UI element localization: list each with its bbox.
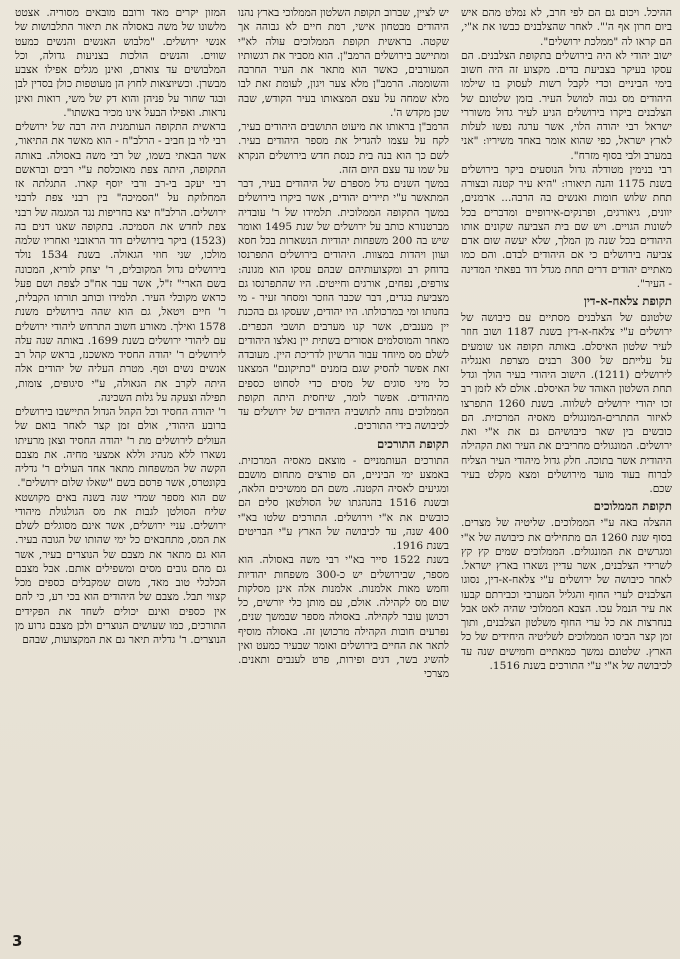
page-number: 3 [12,932,23,950]
paragraph: ר' יהודה החסיד וכל הקהל הגדול התיישבו בירושלים ברובע היהודי, אולם זמן קצר לאחר בואם של העולים לירושלים מת ר' יהודה החסיד וצאן מרעיתו נשארו ללא מנהיג וללא אמצעי מחיה. את מצבם הקשה של המשפחות מתאר אחד העולים ר' גדליה בקונטרס, אשר פרסם בשם "שאלו שלום ירושלים". [15,406,226,490]
section-heading: תקופת התורכים [377,436,449,451]
paragraph: שלטונם של הצלבנים מסתיים עם כיבושה של ירושלים ע"י צלאח-א-דין בשנת 1187 ושוב חוזר לעיר שלטון האיסלם. באותה תקופה אנו שומעים על עלייתם של 300 רבנים מצרפת ואנגליה לירושלים (1211). הישוב היהודי בעיר הולך וגדל תחת השלטון האוהד של האיסלם. אולם לא לזמן רב זכו יהודי ירושלים לשלווה. בשנת 1260 התפרצו לאיזור התתרים-המונגולים מאסיה המרכזית. הם כובשים בין שאר כיבושיהם גם את א"י ואת ירושלים. המונגולים מחריבים את העיר ואת הקהילה היהודית אשר בתוכה. חלק גדול מיהודי העיר הצליח לברוח בעוד מועד מירושלים ומצא מקלט בעיר שכם. [461,312,672,495]
column-right [461,6,672,921]
paragraph: במשך השנים גדל מספרם של היהודים בעיר, דבר המתאשר ע"י תיירים יהודים, אשר ביקרו בירושלים במשך התקופה הממלוכית. תלמידו של ר' עובדיה מברטנורא כותב על ירושלים של שנת 1495 ואומר שיש בה 200 משפחות יהודיות הנשארות בכל חסא ועוון ויהדות במצוות. היהודים בירושלים התפרנסו בדוחק רב ומקצועותיהם שבהם עסקו הוא מגונה: צורפים, נפחים, אורגים וחייטים. היו שהתפרנסו גם מצביעת בגדים, דבר שכבר הוזכר ומסחר זעיר - מי בחנותו ומי במרכולתו. היו יהודים, שעסקו גם בהכנת יין מענבים, אשר קנו מערבים תושבי הכפרים. מאחר והמוסלמים אסורים בשתית יין נאלצו היהודים לשלם מס מיוחד עבור הרשיון לדריכת היין. מעובדה זאת אפשר להסיק שגם בזמנים "כתיקונם" המצאנו כל מיני סוגים של מסים כדי לסחוט כספים מהיהודים. אפשר לומר, שיחסית היתה תקופת הממלוכים נוחה לתושביה היהודים של ירושלים עד לכיבושה בידי התורכים. [238,178,449,433]
section-heading: תקופת צלאח-א-דין [583,294,672,308]
paragraph: יש לציין, שברוב תקופת השלטון הממלוכי בארץ נהנו היהודים מבטחון אישי, רמת חיים לא גבוהה אך שקטה. בראשית תקופת הממלוכים עולה לא"י ומתיישב בירושלים הרמב"ן. הוא מסביר את רגשותיו המעורבים, כאשר הוא מתאר את העיר החרבה והשוממה. הרמב"ן מלא צער ויגון, לעומת זאת לבו מלא שמחה על עצם המצאותו בעיר הקודש, שבה שכן מקדש ה'. [238,7,449,119]
column-middle [238,6,449,921]
column-left [15,6,226,921]
section-heading: תקופת הממלוכים [593,499,672,514]
paragraph: ישוב יהודי לא היה בירושלים בתקופת הצלבנים. הם עסקו בעיקר בצביעת בדים. מקצוע זה היה חשוב בימי הביניים וכדי לקבל רשות לעסוק בו שילמו היהודים מס גבוה למושל העיר. בזמן שלטונם של הצלבנים ביקרו בירושלים הגיע לעיר גדול משוררי ישראל רבי יהודה הלוי, אשר ערגה נפשו לעלות לארץ ישראל, כפי שהוא אומר באחד משיריו: "אני במערב ולבי בסוף מזרח". [461,49,672,162]
text-columns [14,6,672,921]
paragraph: ההצלה באה ע"י הממלוכים. שליטיה של מצרים. בסוף שנת 1260 הם מתחילים את כיבושה של א"י ומגרשים את המונגולים. הממלוכים שמים קץ קץ לשרידי הצלבנים, אשר עדיין נשארו בארץ ישראל. לאחר כיבושה של ירושלים ע"י צלאח-א-דין, נסוגו הצלבנים לערי החוף והגליל המערבי וכבירתם קבעו את עיר הנמל עכו. הצבא הממלוכי שהיה לאט אבל בנחרצות את כל ערי החוף משלטון הצלבנים, ותוך זמן קצר הביסו הממלוכים לשליטיה היחידים של כל הארץ. שלטונם נמשך כמאתיים וחמישים שנה עד לכיבושה של א"י ע"י התורכים בשנת 1516. [461,517,672,672]
paragraph: המזון יקרים מאד ורובם מובאים מסוריה. אצטט מלשונו של משה באסולה את תיאור התלבושות של אנשי ירושלים. "מלבוש האנשים והנשים כמעט שווים. והנשים הולכות בצניעות גדולה, וכל המלבושים עד צוארם, ואינן מגלים אפילו אצבע מבשרן. וכשיוצאות לחוץ הן מעוטפות כולן בסדין לבן ובגד שחור על פניהן והוא דק של משי, רואות ואינן נראות. ואפילו הבעל אינו מכיר באשתו". [15,7,226,119]
paragraph: רבי בנימין מטודלה גדול הנוסעים ביקר בירושלים בשנת 1175 והנה תיאורו: "היא עיר קטנה ובצורה תחת שלוש חומות ואנשים בה הרבה... ארמנים, יוונים, גיאורגים, ופרנקים-אירופיים ומדברים בכל לשונות הגויים. ויש שם בית הצביעה שקונים אותו היהודים בכל שנה מן המלך, שלא יעשה שום אדם צביעה בירושלים כי אם היהודים לבדם. והם כמו מאתיים יהודים דרים תחת מגדל דוד בפאתי המדינה - העיר". [461,163,672,290]
paragraph: הרמב"ן בראותו את מיעוט התושבים היהודים בעיר, לקח על עצמו להגדיל את מספר היהודים בעיר. לשם כך הוא בנה בית כנסת חדש בירושלים הנקרא על שמו עד עצם היום הזה. [238,121,449,176]
paragraph: התורכים העותמניים - מוצאם מאסיה המרכזית. באמצע ימי הביניים, הם פורצים מתחום מושבם ומגיעים לאסיה הקטנה. משם הם ממשיכים הלאה, ובשנת 1516 בהנהגתו של הסולטאן סלים הם כובשים את א"י וירושלים. התורכים שלטו בא"י 400 שנה, עד לכיבושה של הארץ ע"י הבריטים בשנת 1916. [238,454,449,552]
paragraph: ההיכל. ויכום גם הם לפי חרב, לא נמלט מהם איש ביום חרון אף ה'". לאחר שהצלבנים כבשו את א"י, הם קראו לה "ממלכת ירושלים". [461,7,672,48]
paragraph: בראשית התקופה העותמנית היה רבה של ירושלים רבי לוי בן חביב - הרלב"ח - הוא מאשר את התיאור, אשר הבאתי בשמו, של רבי משה באסולה. באותה התקופה, היתה צפת מאוכלסת ע"י רבים ובראשם רבי יעקב בי-רב ורבי יוסף קארו. התגלתה אז המחלוקת על "הסמיכה" בין רבני צפת לרבני ירושלים. הרלב"ח יצא בחריפות נגד המגמה של רבני צפת לחדש את הסמיכה. בתקופה שאנו דנים בה (1523) ביקר בירושלים דוד הראובני ואחריו שלמה מולכו, שני חוזי הגאולה. בשנת 1534 נולד בירושלים גדול המקובלים, ר' יצחק לוריא, המכונה בשם הארי" ז"ל, אשר עבר אח"כ לצפת ושם פעל כראש מקובלי העיר. תלמידו וכותב תורתו הקבלית, ר' חיים ויטאל, גם הוא שהה בירושלים משנת 1578 ואילך. מאורע חשוב התרחש ליהודי ירושלים עם ליהודי ירושלים בשנת 1699. באותה שנה עלה לירושלים ר' יהודה החסיד מאשכנז, בראש קהל רב אנשים נשים וטף. מטרת העליה של יהודים אלה היתה לקרב את הגאולה, ע"י סיגופים, צומות, תפילה וצעקה על גלות השכינה. [15,121,226,404]
paragraph: שם הוא מספר שמדי שנה בשנה באים מקושטא שליח הסולטן לגבות את מס הגולגולת מיהודי ירושלים. עניי ירושלים, אשר אינם מסוגלים לשלם את המס, מתחבאים כל ימי שהותו של הגובה בעיר. הוא גם מתאר את מצבם של הנוצרים בעיר, אשר גם מהם גובים מסים ומשפילים אותם. אבל מצבם הכלכלי טוב מאד, משום שמקבלים כספים מכל קצווי תבל. מצבם של היהודים הוא בכי רע, כי להם אין כספים ואינם יכולים לשחד את הפקידים התורכים, כמו שעושים הנוצרים ולכן מצבם גרוע מן הנוצרים. ר' גדליה תיאר גם את המקצועות, שבהם [15,491,226,646]
paragraph: בשנת 1522 סייר בא"י רבי משה באסולה. הוא מספר, שבירושלים יש כ-300 משפחות יהודיות וחמש מאות אלמנות. אלמנות אלה אינן מסלקות שום מס לקהילה. אולם, עם מותן כלי יורשים, כל רכושן עובר לקהילה. באסולה מספר שבמשך שנים, נפרעים חובות הקהילה מרכושן זה. באסולה מוסיף לתאר את החיים בירושלים ואומר שבעיר כמעט ואין להשיג בשר, דגים ופירות, פרט לענבים ותאנים. מצרכי [238,554,449,681]
